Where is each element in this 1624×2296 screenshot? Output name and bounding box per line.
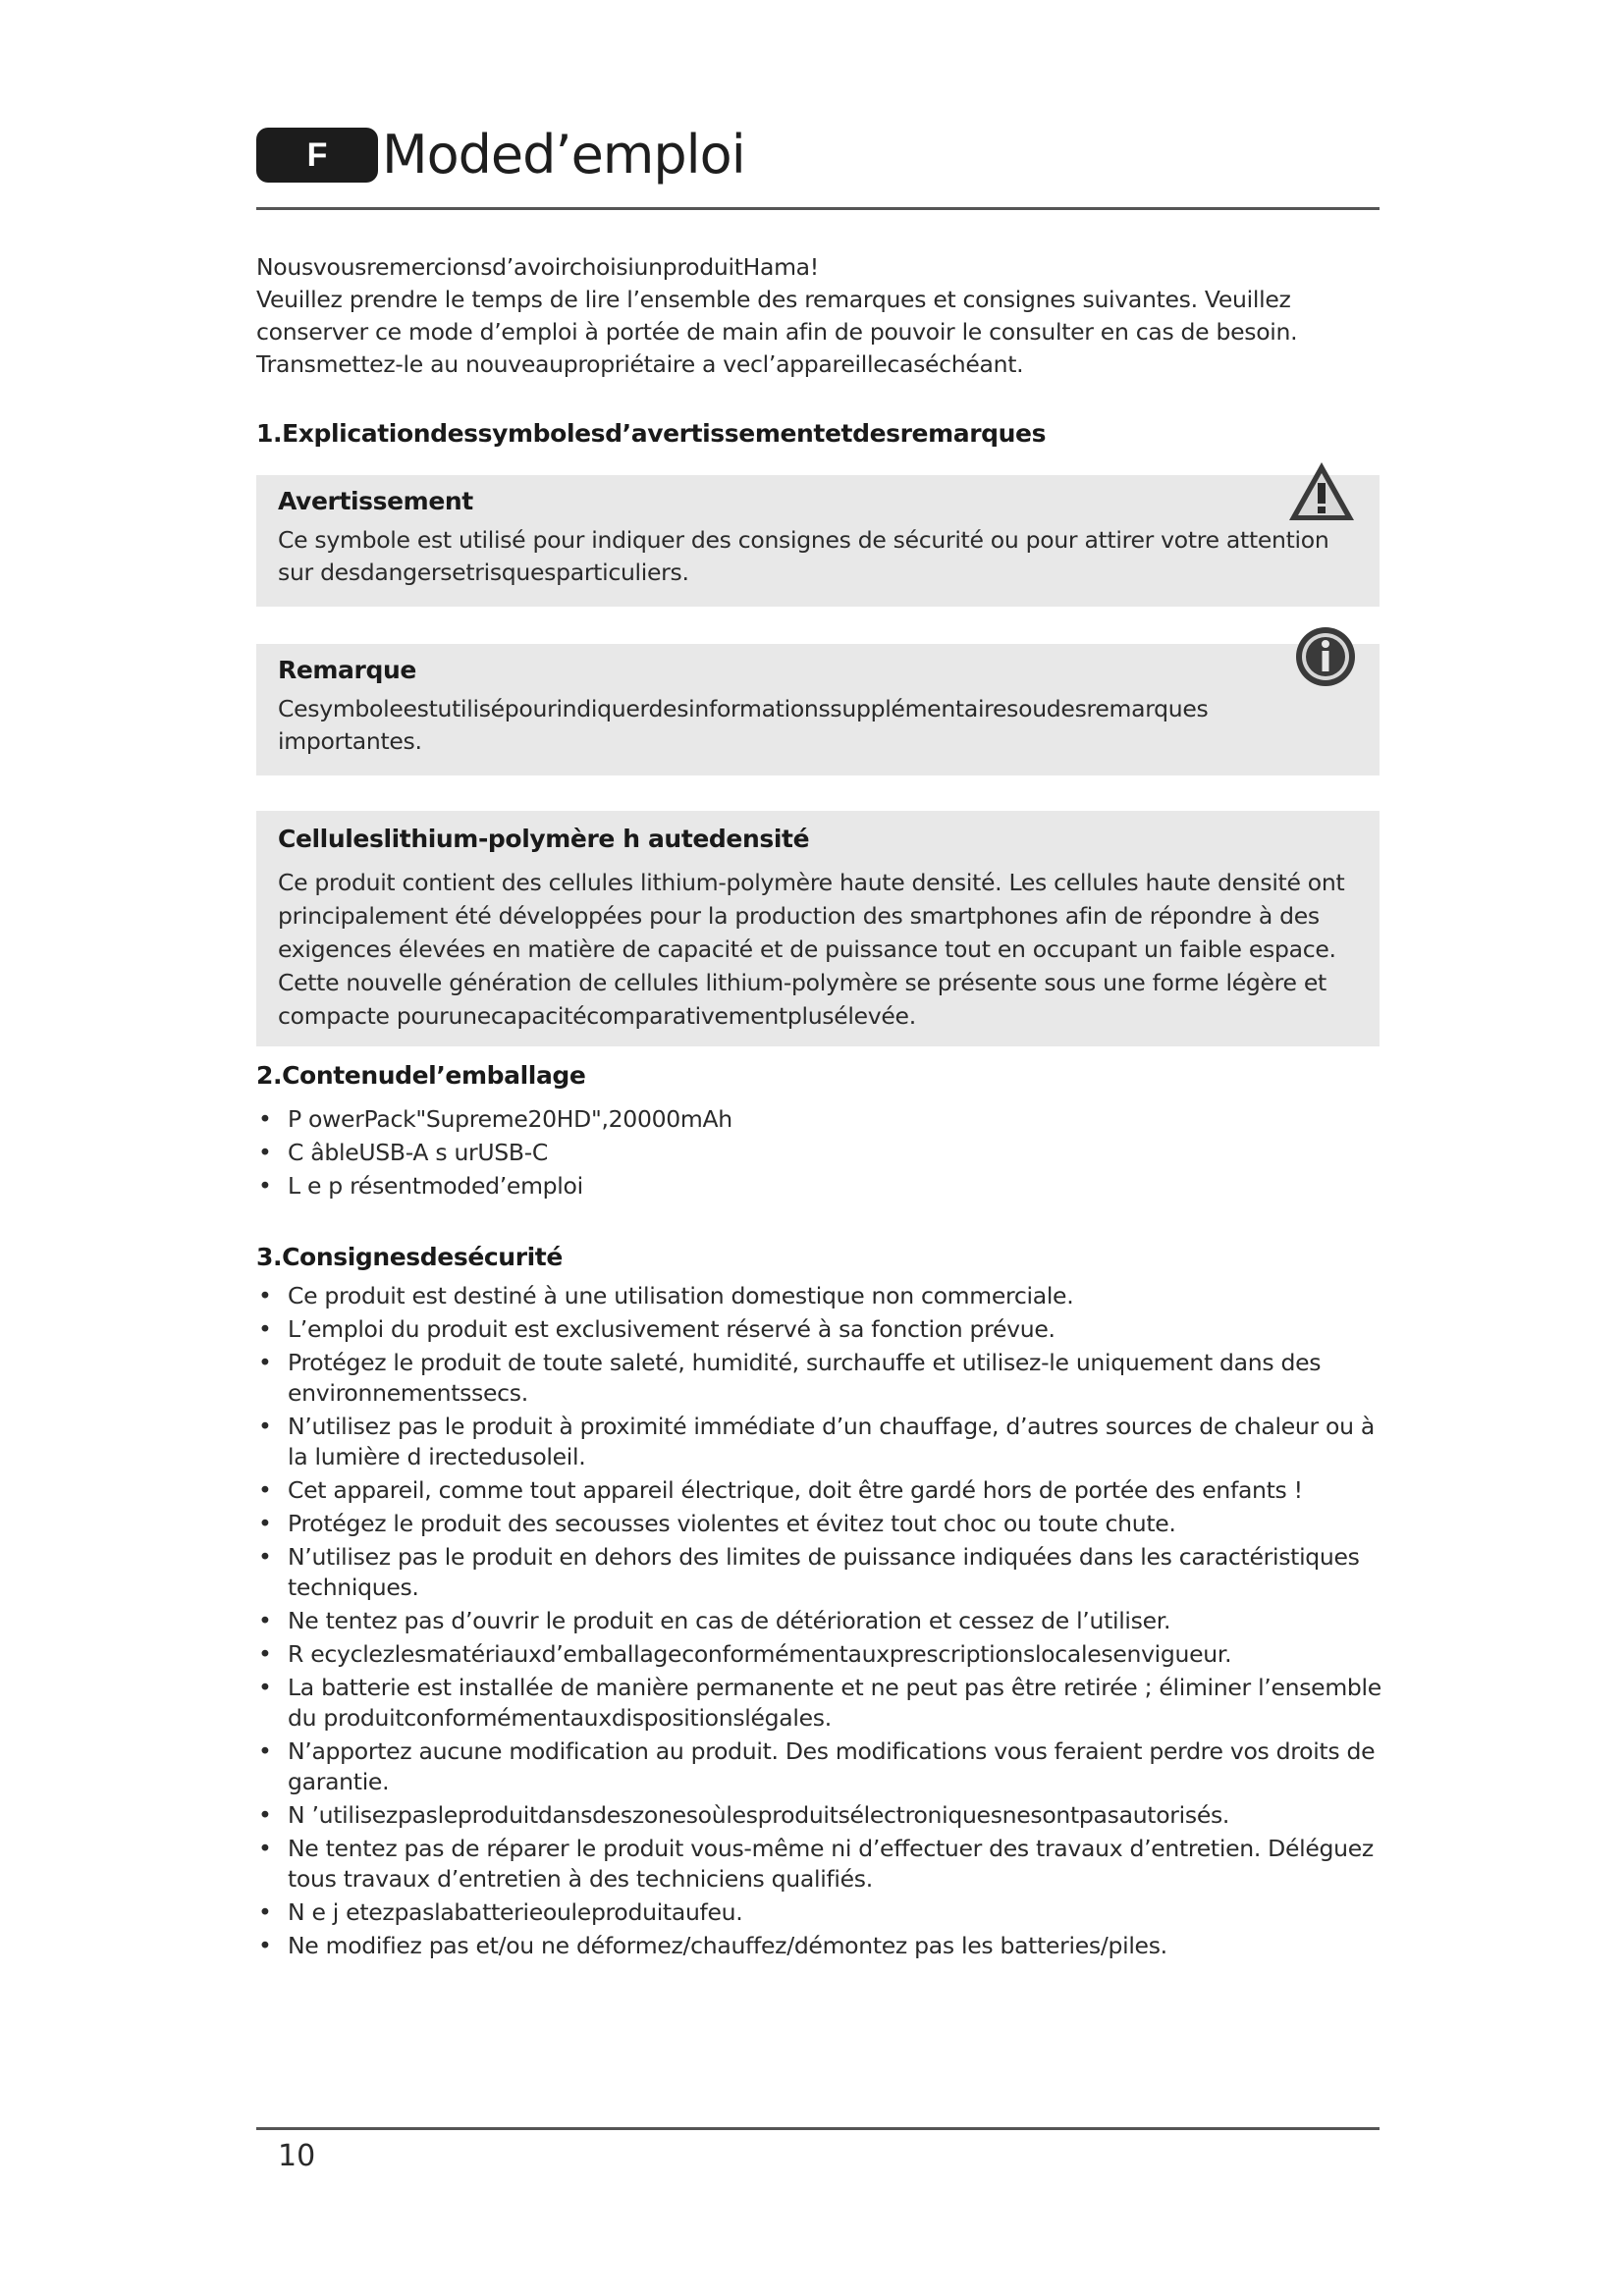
package-contents-list [256, 1104, 1385, 1204]
list-item: • C âbleUSB-A s urUSB-C [256, 1138, 1385, 1168]
warning-text: Ce symbole est utilisé pour indiquer des consignes de sécurité ou pour attirer votre attention sur desdangersetrisquesparticuliers. [278, 526, 1329, 586]
section-1-heading: 1.Explicationdessymbolesd’avertissementetdesremarques [256, 419, 1047, 448]
list-item: • La batterie est installée de manière permanente et ne peut pas être retirée ; éliminer l’ensemble du produitconformémentauxdispositionslégales. [256, 1673, 1385, 1734]
note-box [256, 644, 1380, 775]
list-item: • N’apportez aucune modification au produit. Des modifications vous feraient perdre vos droits de garantie. [256, 1736, 1385, 1797]
safety-instructions-list [256, 1281, 1385, 1964]
page-title: Moded’emploi [382, 124, 745, 186]
list-item: • P owerPack"Supreme20HD",20000mAh [256, 1104, 1385, 1135]
list-item: • Ce produit est destiné à une utilisation domestique non commerciale. [256, 1281, 1385, 1311]
note-text: Cesymboleestutilisépourindiquerdesinformationssupplémentairesoudesremarques importantes. [278, 695, 1209, 755]
header-divider [256, 207, 1380, 210]
warning-title: Avertissement [278, 487, 473, 515]
page-header [256, 118, 1380, 211]
lithium-cells-title: Celluleslithium-polymère h autedensité [278, 825, 810, 853]
lithium-cells-box [256, 811, 1380, 1046]
list-item: • Ne modifiez pas et/ou ne déformez/chauffez/démontez pas les batteries/piles. [256, 1931, 1385, 1961]
intro-thanks: Nousvousremercionsd’avoirchoisiunproduitHama! [256, 253, 819, 281]
list-item: • N’utilisez pas le produit à proximité immédiate d’un chauffage, d’autres sources de chaleur ou à la lumière d irectedusoleil. [256, 1412, 1385, 1472]
list-item: • L’emploi du produit est exclusivement réservé à sa fonction prévue. [256, 1314, 1385, 1345]
list-item: • Ne tentez pas d’ouvrir le produit en cas de détérioration et cessez de l’utiliser. [256, 1606, 1385, 1636]
list-item: • Ne tentez pas de réparer le produit vous-même ni d’effectuer des travaux d’entretien. Déléguez tous travaux d’entretien à des techniciens qualifiés. [256, 1834, 1385, 1895]
list-item: • Protégez le produit de toute saleté, humidité, surchauffe et utilisez-le uniquement dans des environnementssecs. [256, 1348, 1385, 1409]
info-circle-icon [1294, 625, 1357, 688]
note-body [278, 693, 1358, 758]
note-title: Remarque [278, 656, 416, 684]
language-badge: F [256, 128, 378, 183]
warning-body [278, 524, 1358, 589]
warning-triangle-icon [1286, 459, 1357, 524]
intro-text [256, 251, 1385, 381]
list-item: • N ’utilisezpasleproduitdansdeszonesoùlesproduitsélectroniquesnesontpasautorisés. [256, 1800, 1385, 1831]
list-item: • R ecyclezlesmatériauxd’emballageconformémentauxprescriptionslocalesenvigueur. [256, 1639, 1385, 1670]
list-item: • Cet appareil, comme tout appareil électrique, doit être gardé hors de portée des enfants ! [256, 1475, 1385, 1506]
warning-box [256, 475, 1380, 607]
list-item: • L e p résentmoded’emploi [256, 1171, 1385, 1201]
footer-divider [256, 2127, 1380, 2130]
page-number: 10 [278, 2139, 316, 2173]
intro-instructions: Veuillez prendre le temps de lire l’ensemble des remarques et consignes suivantes. Veuillez conserver ce mode d’emploi à portée de main afin de pouvoir le consulter en cas de besoin. Transmettez-le au nouveaupropriétaire a vecl’appareillecaséchéant. [256, 286, 1298, 378]
list-item: • Protégez le produit des secousses violentes et évitez tout choc ou toute chute. [256, 1509, 1385, 1539]
list-item: • N e j etezpaslabatterieouleproduitaufeu. [256, 1897, 1385, 1928]
lithium-cells-body [278, 866, 1358, 1033]
list-item: • N’utilisez pas le produit en dehors des limites de puissance indiquées dans les caractéristiques techniques. [256, 1542, 1385, 1603]
lithium-cells-text: Ce produit contient des cellules lithium-polymère haute densité. Les cellules haute densité ont principalement été développées pour la production des smartphones afin de répondre à des exigences élevées en matière de capacité et de puissance tout en occupant un faible espace. Cette nouvelle génération de cellules lithium-polymère se présente sous une forme légère et compacte pourunecapacitécomparativementplusélevée. [278, 869, 1345, 1030]
section-2-heading: 2.Contenudel’emballage [256, 1061, 586, 1090]
section-3-heading: 3.Consignesdesécurité [256, 1243, 563, 1271]
